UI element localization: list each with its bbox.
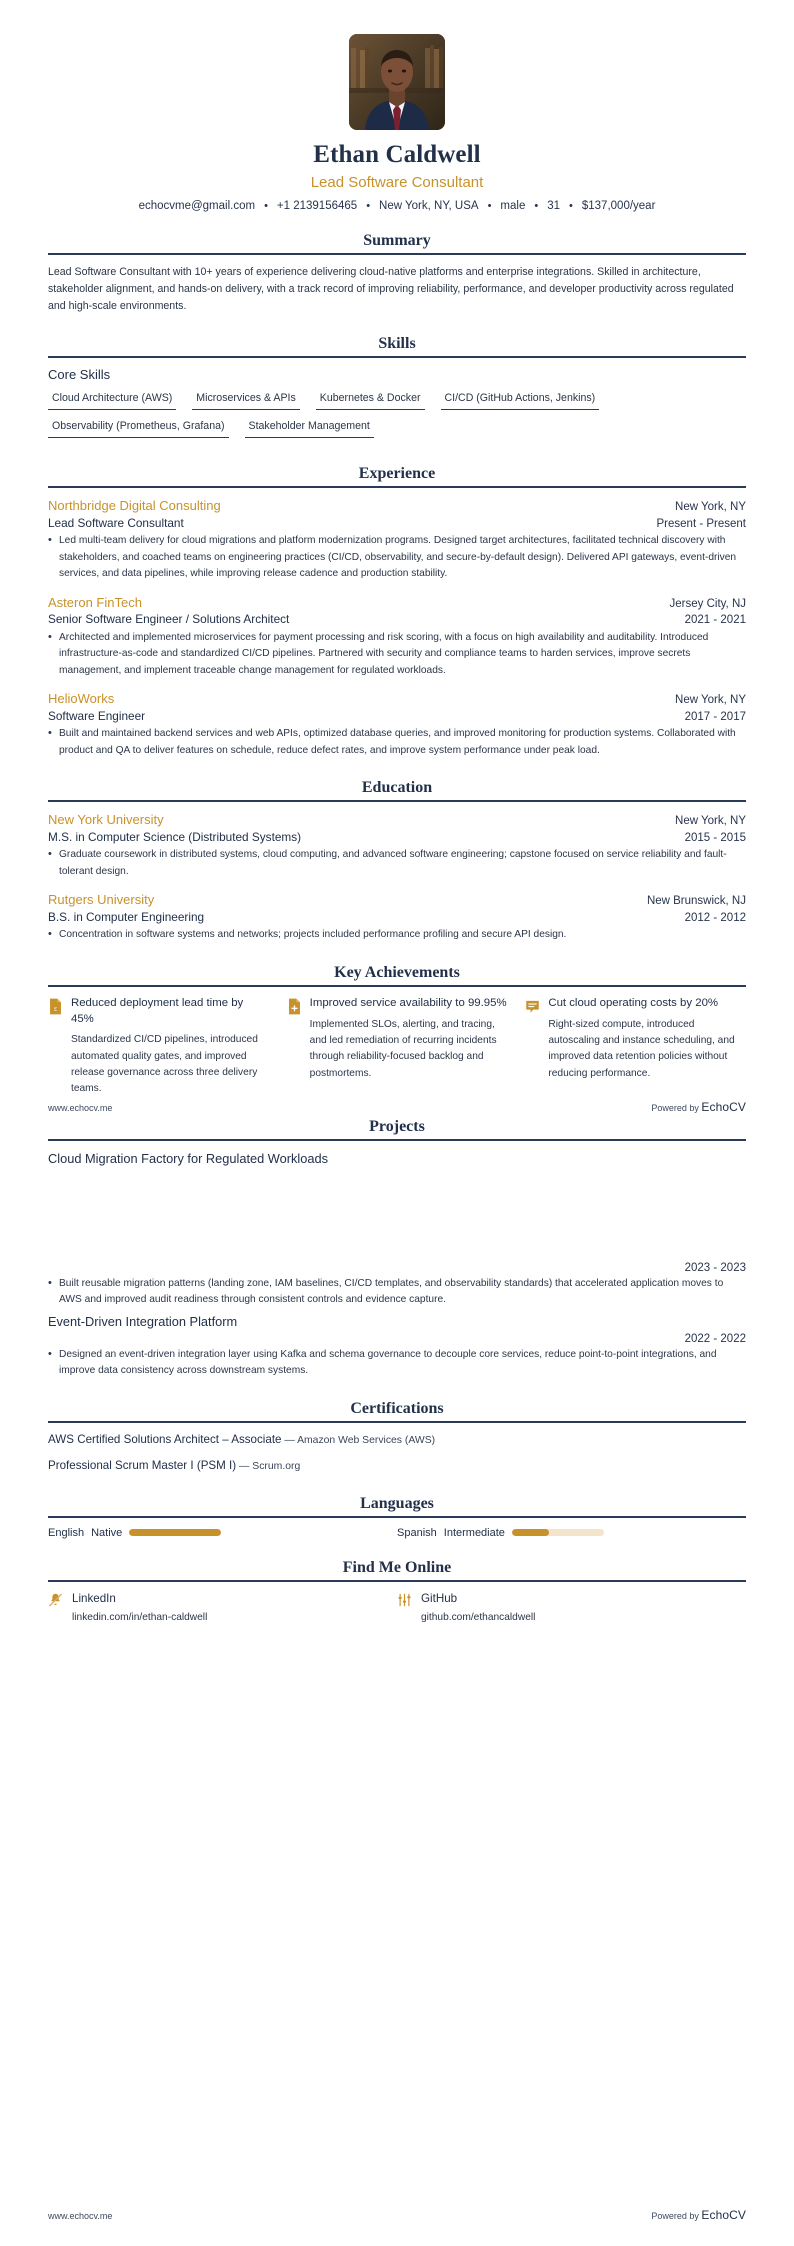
project-bullets — [48, 1276, 746, 1309]
experience-entry — [48, 690, 746, 759]
language-proficiency-fill — [512, 1529, 549, 1536]
bullet-item: • Built reusable migration patterns (landing zone, IAM baselines, CI/CD templates, and observability standards) that accelerated application moves to AWS and improved audit readiness through consistent controls and evidence capture. — [48, 1276, 746, 1309]
section-heading-key-achievements: Key Achievements — [334, 963, 460, 981]
language-proficiency-bar — [129, 1529, 221, 1536]
bell-slash-icon — [48, 1592, 63, 1608]
section-languages — [48, 1495, 746, 1539]
entry-subheader-row — [48, 515, 746, 532]
entry-header-row — [48, 811, 746, 829]
resume-header — [48, 30, 746, 212]
experience-dates: 2021 - 2021 — [684, 614, 746, 627]
language-name: English — [48, 1526, 85, 1539]
education-entry — [48, 891, 746, 944]
project-dates: 2023 - 2023 — [684, 1261, 746, 1274]
education-organization: Rutgers University — [48, 892, 155, 908]
entry-subheader-row — [48, 611, 746, 628]
bullet-item: • Designed an event-driven integration layer using Kafka and schema governance to decouple core services, reduce point-to-point integrations, and improve data consistency across downstream systems. — [48, 1347, 746, 1380]
certifications-list — [48, 1432, 746, 1475]
social-link-url[interactable]: linkedin.com/in/ethan-caldwell — [72, 1612, 208, 1624]
svg-text:£: £ — [53, 1005, 58, 1013]
project-entry — [48, 1150, 746, 1309]
language-proficiency-fill — [129, 1529, 221, 1536]
projects-list — [48, 1150, 746, 1380]
social-link-body — [421, 1591, 535, 1626]
achievement-body — [310, 996, 508, 1082]
page-title: Ethan Caldwell — [313, 141, 481, 168]
skill-chip: Cloud Architecture (AWS) — [48, 389, 176, 410]
section-heading-education: Education — [361, 779, 433, 797]
project-dates: 2022 - 2022 — [684, 1332, 746, 1345]
bullet-item: • Built and maintained backend services and web APIs, optimized database queries, and improved monitoring for production systems. Collaborated with product and QA to deliver features on schedule, reduce defect rates, and improve system performance under peak load. — [48, 726, 746, 759]
experience-organization: Asteron FinTech — [48, 594, 142, 610]
section-certifications — [48, 1400, 746, 1475]
experience-entry — [48, 594, 746, 680]
section-experience — [48, 465, 746, 759]
section-divider — [48, 800, 746, 802]
bullet-item: • Graduate coursework in distributed systems, cloud computing, and advanced software engineering; capstone focused on service reliability and fault-tolerant design. — [48, 847, 746, 880]
section-key-achievements — [48, 964, 746, 1098]
entry-header-row — [48, 497, 746, 515]
experience-entry — [48, 497, 746, 583]
contact-item: $137,000/year — [581, 199, 656, 212]
skill-chip: Microservices & APIs — [192, 389, 300, 410]
entry-subheader-row — [48, 829, 746, 846]
language-item — [48, 1527, 397, 1539]
summary-text: Lead Software Consultant with 10+ years of experience delivering cloud-native platforms and enterprise integrations. Skilled in architecture, stakeholder alignment, and hands-on delivery, with a track record of improving reliability, performance, and developer productivity across regulated and high-scale environments. — [48, 265, 734, 312]
entry-header-row — [48, 891, 746, 909]
page-footer-1 — [48, 1100, 746, 1114]
experience-organization: Northbridge Digital Consulting — [48, 497, 221, 513]
certification-separator: — — [236, 1461, 253, 1473]
project-name: Event-Driven Integration Platform — [48, 1313, 238, 1329]
project-entry — [48, 1313, 746, 1380]
experience-bullets — [48, 533, 746, 583]
section-divider — [48, 253, 746, 255]
footer-powered-prefix: Powered by — [651, 1103, 702, 1113]
education-dates: 2015 - 2015 — [684, 831, 746, 844]
section-heading-languages: Languages — [360, 1494, 434, 1512]
language-proficiency-bar — [512, 1529, 604, 1536]
achievement-title: Reduced deployment lead time by 45% — [71, 996, 244, 1025]
footer-brand: EchoCV — [701, 1100, 746, 1114]
education-role: B.S. in Computer Engineering — [48, 909, 205, 924]
certification-item — [48, 1432, 746, 1449]
education-location: New Brunswick, NJ — [646, 895, 746, 908]
section-heading-experience: Experience — [358, 464, 436, 482]
social-link-item[interactable] — [397, 1591, 746, 1626]
section-divider — [48, 1580, 746, 1582]
page-footer-2 — [48, 2208, 746, 2222]
language-name: Spanish — [397, 1526, 437, 1539]
achievement-description: Standardized CI/CD pipelines, introduced automated quality gates, and improved release governance across three delivery teams. — [71, 1034, 258, 1095]
education-role: M.S. in Computer Science (Distributed Systems) — [48, 829, 302, 844]
contact-item: New York, NY, USA — [379, 199, 479, 212]
entry-subheader-row — [48, 909, 746, 926]
language-item — [397, 1527, 746, 1539]
section-projects — [48, 1118, 746, 1380]
education-bullets — [48, 927, 746, 944]
section-skills — [48, 335, 746, 445]
section-heading-skills: Skills — [378, 334, 416, 352]
social-link-label: LinkedIn — [72, 1591, 116, 1605]
achievement-item — [287, 996, 508, 1098]
languages-list — [48, 1527, 746, 1539]
contact-separator: • — [569, 199, 573, 212]
section-divider — [48, 985, 746, 987]
section-summary — [48, 232, 746, 315]
achievement-body — [71, 996, 269, 1098]
footer-site-url: www.echocv.me — [48, 2211, 113, 2221]
bullet-item: • Led multi-team delivery for cloud migrations and platform modernization programs. Designed target architectures, facilitated technical discovery with stakeholders, and coached teams on engineering practices (CI/CD, observability, and secure-by-default design). Delivered API gateways, event-driven services, and data pipelines, while improving release cadence and production stability. — [48, 533, 746, 583]
document-plus-icon — [287, 998, 302, 1015]
social-link-url[interactable]: github.com/ethancaldwell — [421, 1612, 536, 1624]
skill-chip: CI/CD (GitHub Actions, Jenkins) — [441, 389, 600, 410]
contact-item: echocvme@gmail.com — [138, 199, 256, 212]
achievement-item — [48, 996, 269, 1098]
footer-powered-by — [651, 1100, 746, 1114]
contact-separator: • — [264, 199, 268, 212]
achievement-item — [525, 996, 746, 1098]
social-link-body — [72, 1591, 207, 1626]
contact-item: male — [500, 199, 526, 212]
experience-location: New York, NY — [675, 694, 746, 707]
avatar — [349, 34, 445, 130]
achievement-title: Cut cloud operating costs by 20% — [548, 996, 719, 1009]
footer-powered-by — [651, 2208, 746, 2222]
section-divider — [48, 486, 746, 488]
experience-bullets — [48, 726, 746, 759]
comment-icon — [525, 998, 540, 1015]
section-education — [48, 779, 746, 944]
skill-chip: Stakeholder Management — [245, 417, 374, 438]
social-link-list — [48, 1591, 746, 1626]
experience-organization: HelioWorks — [48, 691, 115, 707]
experience-bullets — [48, 630, 746, 680]
section-divider — [48, 1421, 746, 1423]
experience-dates: Present - Present — [656, 517, 746, 530]
skill-chip: Observability (Prometheus, Grafana) — [48, 417, 229, 438]
experience-role: Software Engineer — [48, 708, 146, 723]
project-name: Cloud Migration Factory for Regulated Workloads — [48, 1150, 329, 1166]
entry-header-row — [48, 690, 746, 708]
contact-separator: • — [366, 199, 371, 212]
project-bullets — [48, 1347, 746, 1380]
education-location: New York, NY — [675, 815, 746, 828]
contact-line — [48, 200, 746, 212]
education-entry — [48, 811, 746, 880]
language-level: Native — [91, 1526, 123, 1539]
experience-dates: 2017 - 2017 — [684, 710, 746, 723]
section-heading-certifications: Certifications — [350, 1399, 444, 1417]
achievement-body — [548, 996, 746, 1082]
footer-site-url: www.echocv.me — [48, 1103, 113, 1113]
certification-name: Professional Scrum Master I (PSM I) — [48, 1459, 237, 1473]
experience-role: Lead Software Consultant — [48, 515, 184, 530]
bullet-item: • Architected and implemented microservices for payment processing and risk scoring, with a focus on high availability and auditability. Introduced infrastructure-as-code and standardized CI/CD pipelines. Partnered with security and compliance teams to harden services, improve secrets management, and implement traceable change management for regulated workloads. — [48, 630, 746, 680]
footer-brand: EchoCV — [701, 2208, 746, 2222]
social-link-label: GitHub — [421, 1591, 458, 1605]
experience-location: Jersey City, NJ — [669, 597, 746, 610]
achievement-list — [48, 996, 746, 1098]
achievement-description: Right-sized compute, introduced autoscaling and instance scheduling, and improved data retention policies without reducing performance. — [548, 1018, 735, 1079]
certification-name: AWS Certified Solutions Architect – Associate — [48, 1432, 282, 1446]
achievement-title: Improved service availability to 99.95% — [309, 996, 507, 1009]
certification-issuer: Scrum.org — [252, 1461, 301, 1473]
education-bullets — [48, 847, 746, 880]
skill-chip-list — [48, 389, 746, 445]
section-divider — [48, 356, 746, 358]
section-divider — [48, 1516, 746, 1518]
page-break-spacer — [48, 1170, 746, 1262]
education-dates: 2012 - 2012 — [684, 911, 746, 924]
document-currency-icon — [48, 998, 63, 1015]
skills-group-title: Core Skills — [48, 366, 111, 382]
contact-item: 31 — [547, 199, 561, 212]
education-list — [48, 811, 746, 944]
education-organization: New York University — [48, 812, 164, 828]
sliders-icon — [397, 1592, 412, 1608]
contact-separator: • — [487, 199, 492, 212]
section-divider — [48, 1139, 746, 1141]
experience-role: Senior Software Engineer / Solutions Architect — [48, 612, 290, 627]
skill-chip: Kubernetes & Docker — [316, 389, 425, 410]
experience-list — [48, 497, 746, 759]
certification-item — [48, 1458, 746, 1475]
job-title: Lead Software Consultant — [310, 174, 484, 191]
section-heading-find-me-online: Find Me Online — [342, 1558, 452, 1576]
entry-subheader-row — [48, 708, 746, 725]
social-link-item[interactable] — [48, 1591, 397, 1626]
experience-location: New York, NY — [675, 500, 746, 513]
language-level: Intermediate — [443, 1526, 505, 1539]
contact-separator: • — [534, 199, 539, 212]
section-heading-summary: Summary — [363, 231, 431, 249]
certification-issuer: Amazon Web Services (AWS) — [297, 1434, 436, 1446]
footer-powered-prefix: Powered by — [651, 2211, 702, 2221]
section-heading-projects: Projects — [369, 1117, 425, 1135]
achievement-description: Implemented SLOs, alerting, and tracing, and led remediation of recurring incidents through reliability-focused backlog and postmortems. — [309, 1018, 497, 1079]
contact-item: +1 2139156465 — [276, 199, 358, 212]
bullet-item: • Concentration in software systems and networks; projects included performance profiling and secure API design. — [48, 927, 746, 944]
certification-separator: — — [281, 1434, 298, 1446]
section-find-me-online — [48, 1559, 746, 1626]
entry-header-row — [48, 594, 746, 612]
